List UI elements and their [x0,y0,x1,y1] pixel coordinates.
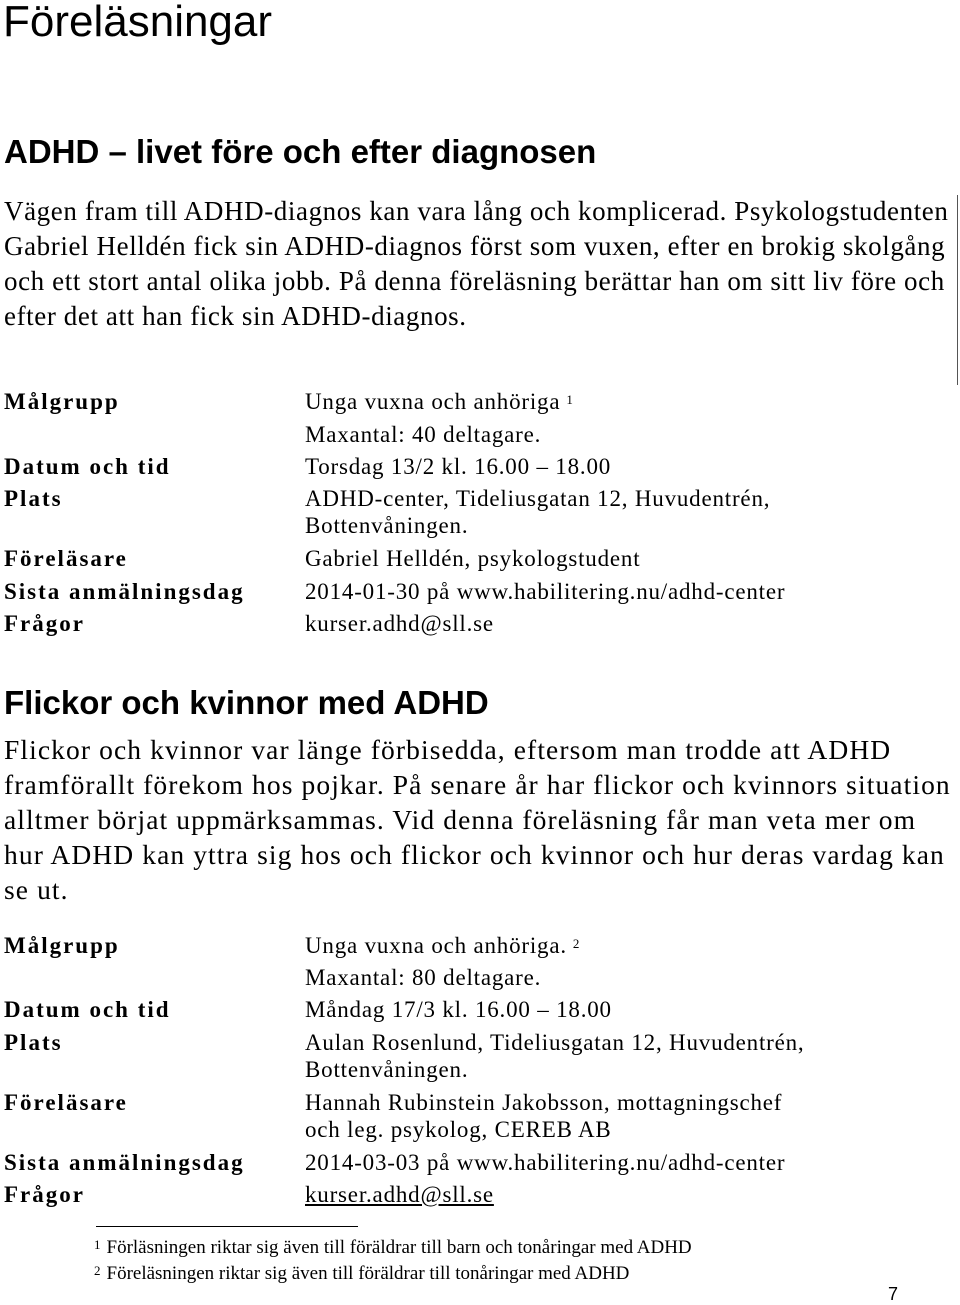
detail-value: Gabriel Helldén, psykologstudent [305,546,641,571]
detail-row-plats [0,1029,960,1059]
detail-value: och leg. psykolog, CEREB AB [305,1117,612,1142]
detail-value [305,388,945,415]
detail-row-datum [0,996,960,1026]
detail-value: 2014-01-30 på www.habilitering.nu/adhd-center [305,579,786,604]
footnote-text: Förläsningen riktar sig även till föräldrar till barn och tonåringar med ADHD [106,1237,692,1258]
detail-label: Sista anmälningsdag [4,1150,245,1175]
malgrupp-text: Unga vuxna och anhöriga. [305,933,567,958]
detail-label: Föreläsare [4,546,128,571]
detail-value: Aulan Rosenlund, Tideliusgatan 12, Huvudentrén, [305,1030,805,1055]
detail-label: Målgrupp [4,933,120,958]
detail-label: Frågor [4,1182,85,1207]
section-heading: ADHD – livet före och efter diagnosen [4,133,597,170]
detail-row-malgrupp [0,388,960,418]
footnote [94,1236,692,1260]
malgrupp-text: Unga vuxna och anhöriga [305,389,561,414]
detail-row-fragor [0,610,960,640]
detail-row-anmalan [0,1149,960,1179]
detail-value: Bottenvåningen. [305,513,469,538]
detail-row-plats-cont [0,1056,960,1086]
detail-value [305,932,945,959]
footnote-ref: 2 [572,936,581,951]
detail-value: 2014-03-03 på www.habilitering.nu/adhd-center [305,1150,786,1175]
detail-row-plats-cont [0,512,960,542]
detail-row-fragor [0,1181,960,1211]
detail-label: Plats [4,486,63,511]
detail-row-anmalan [0,578,960,608]
margin-line [957,195,958,385]
detail-row-maxantal [0,421,960,451]
detail-value: Maxantal: 80 deltagare. [305,965,542,990]
detail-label: Föreläsare [4,1090,128,1115]
footnote-divider [96,1226,358,1227]
detail-label: Frågor [4,611,85,636]
footnote-ref: 1 [566,392,574,407]
detail-row-plats [0,485,960,515]
detail-row-forelasare-cont [0,1116,960,1146]
detail-value: Maxantal: 40 deltagare. [305,422,542,447]
detail-value: Bottenvåningen. [305,1057,469,1082]
detail-value: Torsdag 13/2 kl. 16.00 – 18.00 [305,454,612,479]
footnote-number: 1 [94,1237,101,1252]
footnote [94,1262,629,1286]
detail-row-forelasare [0,545,960,575]
contact-email-link[interactable]: kurser.adhd@sll.se [305,1182,494,1207]
footnote-text: Föreläsningen riktar sig även till föräldrar till tonåringar med ADHD [106,1263,630,1284]
detail-label: Datum och tid [4,997,171,1022]
detail-label: Datum och tid [4,454,171,479]
detail-row-maxantal [0,964,960,994]
detail-value: Måndag 17/3 kl. 16.00 – 18.00 [305,997,612,1022]
page-title: Föreläsningar [3,0,273,46]
detail-row-malgrupp [0,932,960,962]
detail-value: Hannah Rubinstein Jakobsson, mottagningschef [305,1090,783,1115]
detail-row-forelasare [0,1089,960,1119]
footnote-number: 2 [94,1263,101,1278]
page-number: 7 [888,1284,899,1304]
contact-email: kurser.adhd@sll.se [305,611,494,636]
detail-value: ADHD-center, Tideliusgatan 12, Huvudentrén, [305,486,771,511]
section-heading: Flickor och kvinnor med ADHD [4,684,489,721]
detail-label: Sista anmälningsdag [4,579,245,604]
detail-row-datum [0,453,960,483]
section-paragraph: Flickor och kvinnor var länge förbisedda, eftersom man trodde att ADHD framförallt förekom hos pojkar. På senare år har flickor och kvinnors situation alltmer börjat uppmärksammas. Vid denna föreläsning får man veta mer om hur ADHD kan yttra sig hos och flickor och kvinnor och hur deras vardag kan se ut. [4,734,951,905]
detail-label: Målgrupp [4,389,120,414]
section-paragraph: Vägen fram till ADHD-diagnos kan vara lång och komplicerad. Psykologstudenten Gabriel Helldén fick sin ADHD-diagnos först som vuxen, efter en brokig skolgång och ett stort antal olika jobb. På denna föreläsning berättar han om sitt liv före och efter det att han fick sin ADHD-diagnos. [4,196,949,331]
detail-label: Plats [4,1030,63,1055]
